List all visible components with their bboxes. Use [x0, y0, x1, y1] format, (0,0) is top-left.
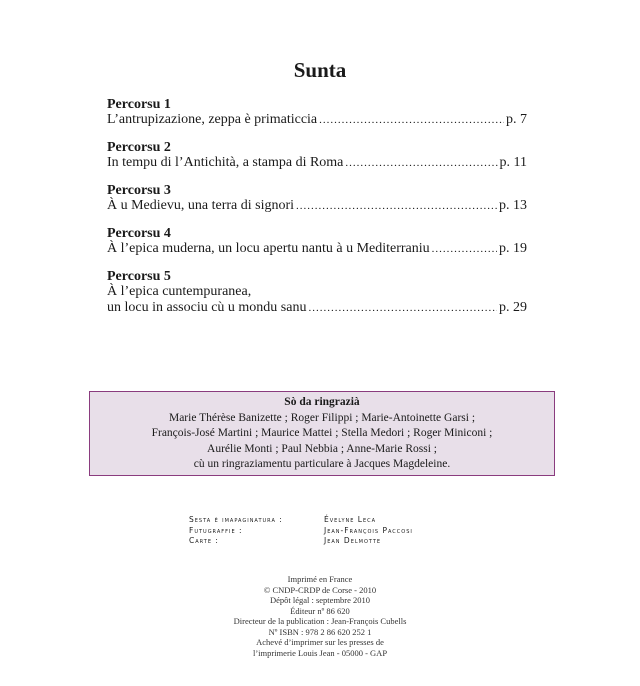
acknowledgements-title: Sò da ringrazià [284, 396, 360, 408]
credit-name: Évelyne Leca [324, 515, 377, 524]
toc-entry [107, 97, 527, 128]
toc-heading: Percorsu 5 [107, 269, 171, 284]
toc-page-number: p. 19 [499, 241, 527, 256]
toc-line-text: À l’epica cuntempuranea, [107, 284, 252, 299]
toc-entry [107, 140, 527, 171]
toc-heading: Percorsu 2 [107, 140, 171, 155]
toc-line [107, 155, 527, 171]
acknowledgements-line: François-José Martini ; Maurice Mattei ; Stella Medori ; Roger Miniconi ; [151, 427, 493, 439]
acknowledgements-box [89, 391, 555, 476]
dot-leader [296, 198, 497, 214]
acknowledgements-line: Aurélie Monti ; Paul Nebbia ; Anne-Marie Rossi ; [207, 442, 437, 455]
dot-leader [345, 155, 497, 171]
toc-heading: Percorsu 3 [107, 183, 171, 198]
toc-line-text: L’antrupizazione, zeppa è primaticcia [107, 112, 318, 127]
toc-line-text: À l’epica muderna, un locu apertu nantu à u Mediterraniu [107, 241, 430, 256]
imprint-line: Nº ISBN : 978 2 86 620 252 1 [268, 626, 372, 637]
acknowledgements-line: cù un ringraziamentu particulare à Jacques Magdeleine. [193, 458, 451, 470]
toc-entry [107, 269, 527, 316]
credit-name: Jean-François Paccosi [324, 525, 413, 535]
imprint-line: l’imprimerie Louis Jean - 05000 - GAP [252, 647, 388, 658]
dot-leader [319, 112, 504, 128]
toc-page-number: p. 13 [499, 198, 527, 213]
credit-row [189, 536, 509, 547]
toc-heading: Percorsu 1 [107, 97, 171, 112]
credit-role: Carte : [189, 536, 219, 545]
credit-row [189, 515, 509, 526]
dot-leader [308, 300, 497, 316]
toc-page-number: p. 7 [506, 112, 527, 127]
toc-entry [107, 183, 527, 214]
credit-role: Sesta è imapaginatura : [189, 515, 283, 524]
toc-line [107, 300, 527, 316]
credits [189, 515, 509, 547]
toc-heading: Percorsu 4 [107, 226, 171, 241]
imprint [0, 574, 640, 658]
toc-line [107, 198, 527, 214]
toc-entry [107, 226, 527, 257]
toc-page-number: p. 11 [499, 155, 527, 170]
toc-line-text: In tempu di l’Antichità, a stampa di Roma [107, 155, 344, 170]
imprint-line: Achevé d’imprimer sur les presses de [256, 637, 384, 647]
toc-page-number: p. 29 [499, 300, 527, 315]
toc-line [107, 284, 527, 300]
toc-line [107, 112, 527, 128]
toc-line-text: un locu in associu cù u mondu sanu [107, 300, 307, 315]
imprint-line: Dépôt légal : septembre 2010 [269, 595, 371, 605]
acknowledgements-line: Marie Thérèse Banizette ; Roger Filippi ; Marie-Antoinette Garsi ; [168, 411, 476, 424]
imprint-line: Éditeur nº 86 620 [290, 605, 350, 616]
imprint-line: Directeur de la publication : Jean-François Cubells [233, 616, 407, 626]
credit-name: Jean Delmotte [324, 536, 382, 545]
toc-line [107, 241, 527, 257]
credit-role: Futugraffie : [189, 525, 243, 535]
page-title: Sunta [293, 58, 347, 82]
dot-leader [432, 241, 497, 257]
credit-row [189, 526, 509, 537]
imprint-line: Imprimé en France [287, 574, 353, 584]
imprint-line: © CNDP-CRDP de Corse - 2010 [263, 584, 377, 595]
toc-line-text: À u Medievu, una terra di signori [107, 198, 295, 213]
